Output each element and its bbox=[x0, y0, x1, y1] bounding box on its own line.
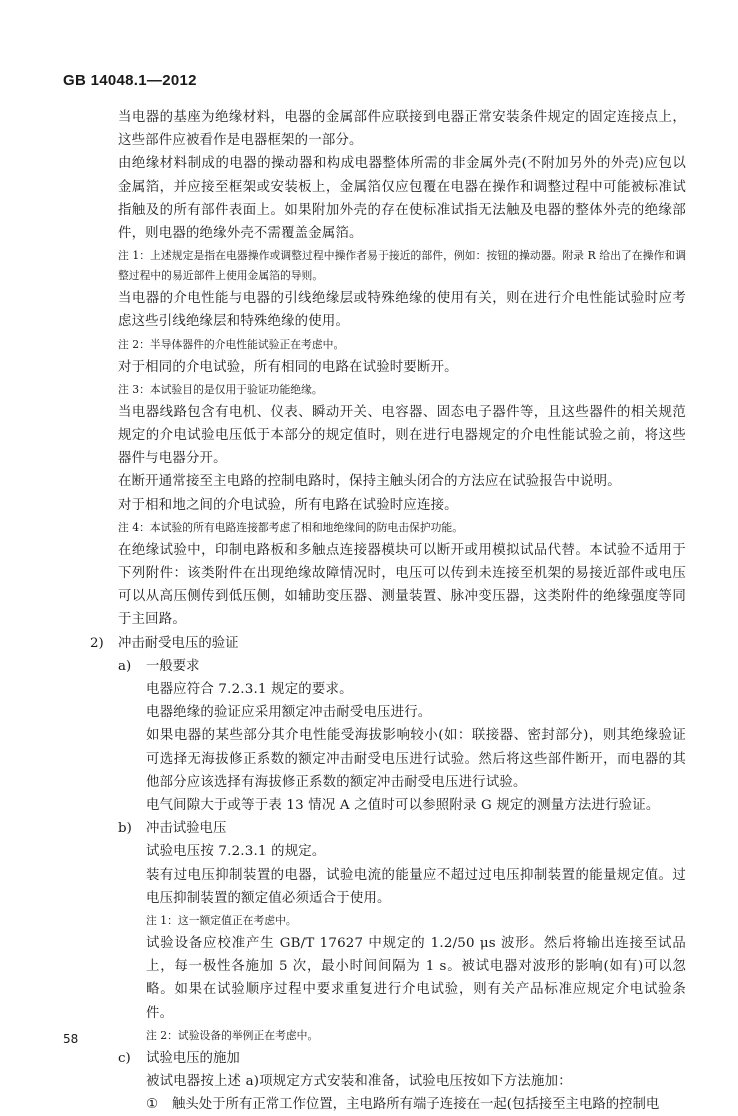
paragraph: 当电器线路包含有电机、仪表、瞬动开关、电容器、固态电子器件等，且这些器件的相关规范规定的介电试验电压低于本部分的规定值时，则在进行电器规定的介电性能试验之前，将这些器件与电器分开。 bbox=[118, 404, 686, 467]
circled-number: ① bbox=[146, 1097, 159, 1113]
circled-item-text: 触头处于所有正常工作位置，主电路所有端子连接在一起(包括接至主电路的控制电 bbox=[172, 1097, 660, 1113]
note: 注 1：上述规定是指在电器操作或调整过程中操作者易于接近的部件，例如：按钮的操动器。附录 R 给出了在操作和调整过程中的易近部件上使用金属箔的导则。 bbox=[118, 249, 686, 283]
sub-item-b bbox=[0, 817, 738, 840]
paragraph: 试验电压按 7.2.3.1 的规定。 bbox=[146, 844, 326, 860]
paragraph: 电气间隙大于或等于表 13 情况 A 之值时可以参照附录 G 规定的测量方法进行验证。 bbox=[146, 798, 660, 814]
sub-heading: 试验电压的施加 bbox=[146, 1050, 240, 1066]
document-body bbox=[0, 106, 738, 1116]
note: 注 2：试验设备的举例正在考虑中。 bbox=[146, 1028, 319, 1042]
sub-heading: 冲击试验电压 bbox=[146, 821, 227, 837]
note: 注 3：本试验目的是仅用于验证功能绝缘。 bbox=[118, 382, 323, 396]
page-number: 58 bbox=[63, 1032, 79, 1046]
sub-heading: 一般要求 bbox=[146, 658, 200, 674]
paragraph: 被试电器按上述 a)项规定方式安装和准备，试验电压按如下方法施加： bbox=[146, 1074, 572, 1090]
list-heading: 冲击耐受电压的验证 bbox=[118, 635, 239, 651]
paragraph: 电器应符合 7.2.3.1 规定的要求。 bbox=[146, 682, 353, 698]
sub-number: a) bbox=[118, 658, 132, 674]
sub-item-a bbox=[0, 655, 738, 678]
paragraph: 当电器的介电性能与电器的引线绝缘层或特殊绝缘的使用有关，则在进行介电性能试验时应考虑这些引线绝缘层和特殊绝缘的使用。 bbox=[118, 291, 686, 330]
paragraph: 当电器的基座为绝缘材料，电器的金属部件应联接到电器正常安装条件规定的固定连接点上，这些部件应被看作是电器框架的一部分。 bbox=[118, 110, 686, 149]
paragraph: 装有过电压抑制装置的电器，试验电流的能量应不超过过电压抑制装置的能量规定值。过电压抑制装置的额定值必须适合于使用。 bbox=[146, 867, 686, 906]
note: 注 1：这一额定值正在考虑中。 bbox=[146, 914, 297, 928]
paragraph: 由绝缘材料制成的电器的操动器和构成电器整体所需的非金属外壳(不附加另外的外壳)应包以金属箔，并应接至框架或安装板上，金属箔仅应包覆在电器在操作和调整过程中可能被标准试指触及的所有部件表面上。如果附加外壳的存在使标准试指无法触及电器的整体外壳的绝缘部件，则电器的绝缘外壳不需覆盖金属箔。 bbox=[118, 156, 686, 242]
paragraph: 在断开通常接至主电路的控制电路时，保持主触头闭合的方法应在试验报告中说明。 bbox=[118, 474, 621, 490]
paragraph: 电器绝缘的验证应采用额定冲击耐受电压进行。 bbox=[146, 705, 432, 721]
note: 注 4：本试验的所有电路连接都考虑了相和地绝缘间的防电击保护功能。 bbox=[118, 520, 464, 534]
paragraph: 对于相同的介电试验，所有相同的电路在试验时要断开。 bbox=[118, 359, 458, 375]
list-number: 2) bbox=[90, 635, 104, 651]
sub-item-c bbox=[0, 1047, 738, 1070]
list-item-2 bbox=[0, 632, 738, 655]
circled-list-item bbox=[146, 1093, 686, 1116]
standard-number-header: GB 14048.1—2012 bbox=[63, 72, 197, 89]
sub-number: b) bbox=[118, 821, 132, 837]
paragraph: 如果电器的某些部分其介电性能受海拔影响较小(如：联接器、密封部分)，则其绝缘验证可选择无海拔修正系数的额定冲击耐受电压进行试验。然后将这些部件断开，而电器的其他部分应该选择有海拔修正系数的额定冲击耐受电压进行试验。 bbox=[146, 728, 686, 790]
paragraph: 试验设备应校准产生 GB/T 17627 中规定的 1.2/50 μs 波形。然后将输出连接至试品上，每一极性各施加 5 次，最小时间间隔为 1 s。被试电器对波形的影响(如有)可以忽略。如果在试验顺序过程中要求重复进行介电试验，则有关产品标准应规定介电试验条件。 bbox=[146, 936, 686, 1021]
sub-number: c) bbox=[118, 1050, 131, 1066]
note: 注 2：半导体器件的介电性能试验正在考虑中。 bbox=[118, 337, 345, 351]
paragraph: 在绝缘试验中，印制电路板和多触点连接器模块可以断开或用模拟试品代替。本试验不适用于下列附件：该类附件在出现绝缘故障情况时，电压可以传到未连接至机架的易接近部件或电压可以从高压侧传到低压侧，如辅助变压器、测量装置、脉冲变压器，这类附件的绝缘强度等同于主回路。 bbox=[118, 542, 686, 628]
paragraph: 对于相和地之间的介电试验，所有电路在试验时应连接。 bbox=[118, 497, 458, 513]
